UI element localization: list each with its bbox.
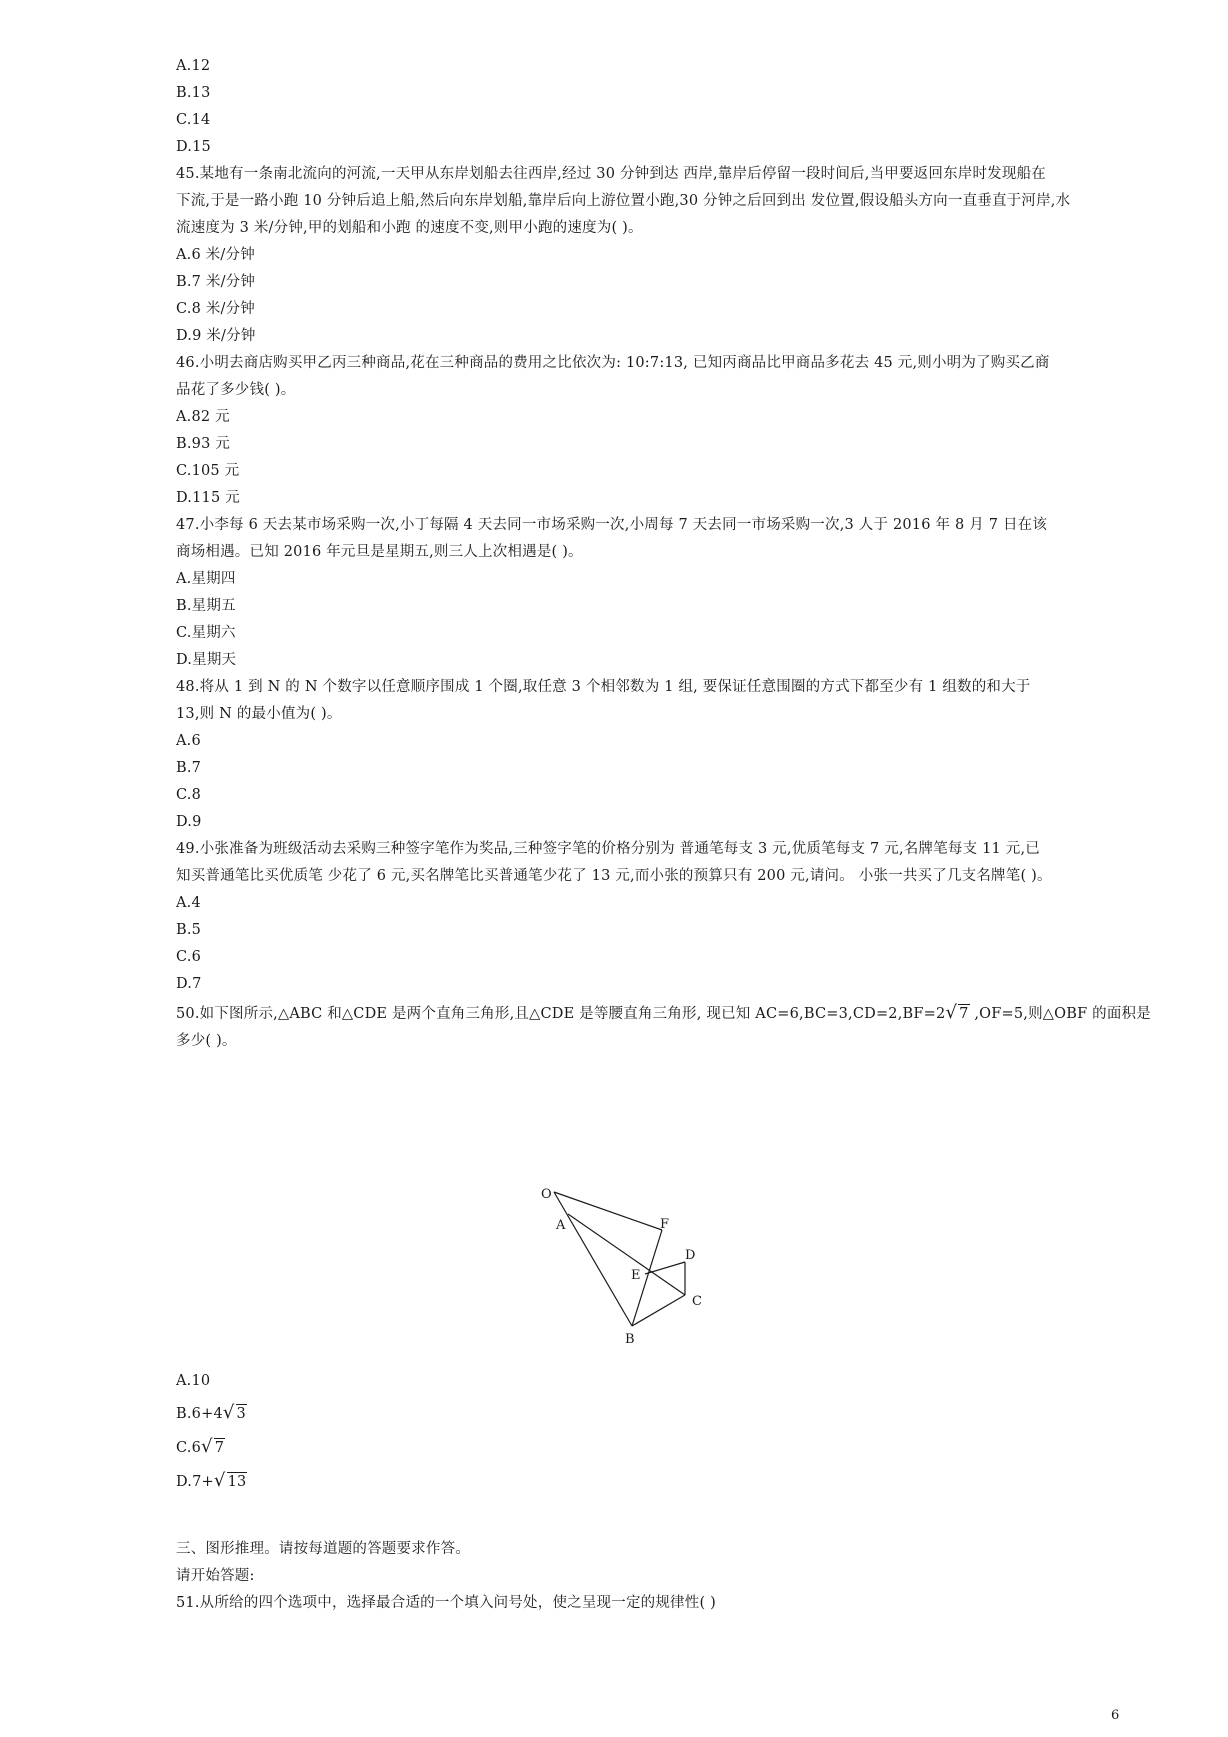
q45-option-b: B.7 米/分钟 <box>176 274 256 290</box>
q48-text-line-2: 13,则 N 的最小值为( )。 <box>176 706 342 722</box>
q45-text-line-3: 流速度为 3 米/分钟,甲的划船和小跑 的速度不变,则甲小跑的速度为( )。 <box>176 220 643 236</box>
q50-option-b <box>176 1403 247 1424</box>
sqrt-icon: √ <box>213 1470 226 1491</box>
label-F: F <box>660 1217 670 1232</box>
q48-text-line-1: 48.将从 1 到 N 的 N 个数字以任意顺序围成 1 个圈,取任意 3 个相邻数为 1 组, 要保证任意围圈的方式下都至少有 1 组数的和大于 <box>176 679 1031 695</box>
q49-option-a: A.4 <box>176 895 201 911</box>
q46-option-a: A.82 元 <box>176 409 230 425</box>
q50-option-d-radicand: 13 <box>227 1474 247 1490</box>
label-B: B <box>625 1332 635 1347</box>
q50-option-c-radicand: 7 <box>214 1440 225 1456</box>
q47-option-d: D.星期天 <box>176 652 237 668</box>
label-C: C <box>692 1294 702 1309</box>
section-3-title: 三、图形推理。请按每道题的答题要求作答。 <box>176 1541 470 1557</box>
q50-line1-radicand: 7 <box>959 1006 969 1022</box>
q50-option-d <box>176 1471 247 1492</box>
q50-geometry-figure <box>540 1180 740 1350</box>
q44-option-b: B.13 <box>176 85 211 101</box>
q45-text-line-1: 45.某地有一条南北流向的河流,一天甲从东岸划船去往西岸,经过 30 分钟到达 西岸,靠岸后停留一段时间后,当甲要返回东岸时发现船在 <box>176 166 1046 182</box>
q45-option-c: C.8 米/分钟 <box>176 301 256 317</box>
q48-option-b: B.7 <box>176 760 202 776</box>
label-O: O <box>541 1187 552 1202</box>
q44-option-a: A.12 <box>176 58 211 74</box>
label-E: E <box>631 1268 641 1283</box>
q50-option-c <box>176 1437 225 1458</box>
q50-option-b-radicand: 3 <box>236 1406 246 1422</box>
q49-option-c: C.6 <box>176 949 202 965</box>
section-3-start: 请开始答题: <box>176 1568 255 1584</box>
q49-text-line-1: 49.小张准备为班级活动去采购三种签字笔作为奖品,三种签字笔的价格分别为 普通笔每支 3 元,优质笔每支 7 元,名牌笔每支 11 元,已 <box>176 841 1040 857</box>
sqrt-icon: √ <box>201 1436 213 1457</box>
q45-option-d: D.9 米/分钟 <box>176 328 256 344</box>
q46-text-line-2: 品花了多少钱( )。 <box>176 382 296 398</box>
q46-option-c: C.105 元 <box>176 463 240 479</box>
q47-option-a: A.星期四 <box>176 571 236 587</box>
q50-option-c-prefix: C.6 <box>176 1440 202 1456</box>
q50-option-d-prefix: D.7+ <box>176 1474 214 1490</box>
q45-text-line-2: 下流,于是一路小跑 10 分钟后追上船,然后向东岸划船,靠岸后向上游位置小跑,30 分钟之后回到出 发位置,假设船头方向一直垂直于河岸,水 <box>176 193 1071 209</box>
page-number: 6 <box>1111 1708 1120 1723</box>
q47-option-c: C.星期六 <box>176 625 236 641</box>
q46-text-line-1: 46.小明去商店购买甲乙丙三种商品,花在三种商品的费用之比依次为: 10:7:13, 已知丙商品比甲商品多花去 45 元,则小明为了购买乙商 <box>176 355 1050 371</box>
label-D: D <box>685 1248 696 1263</box>
q49-text-line-2: 知买普通笔比买优质笔 少花了 6 元,买名牌笔比买普通笔少花了 13 元,而小张的预算只有 200 元,请问。 小张一共买了几支名牌笔( )。 <box>176 868 1052 884</box>
label-A: A <box>556 1218 566 1233</box>
q50-line1-prefix: 50.如下图所示,△ABC 和△CDE 是两个直角三角形,且△CDE 是等腰直角三角形, 现已知 AC=6,BC=3,CD=2,BF=2 <box>176 1006 946 1022</box>
sqrt-icon: √ <box>222 1402 235 1423</box>
q48-option-c: C.8 <box>176 787 202 803</box>
q50-text-line-1 <box>176 1003 1151 1024</box>
q49-option-d: D.7 <box>176 976 202 992</box>
q47-option-b: B.星期五 <box>176 598 236 614</box>
q50-option-a: A.10 <box>176 1373 211 1389</box>
q47-text-line-2: 商场相遇。已知 2016 年元旦是星期五,则三人上次相遇是( )。 <box>176 544 583 560</box>
q46-option-b: B.93 元 <box>176 436 231 452</box>
q44-option-c: C.14 <box>176 112 211 128</box>
q48-option-a: A.6 <box>176 733 201 749</box>
q51-text: 51.从所给的四个选项中，选择最合适的一个填入问号处，使之呈现一定的规律性( ) <box>176 1595 716 1611</box>
q50-text-line-2: 多少( )。 <box>176 1033 237 1049</box>
q50-line1-suffix: ,OF=5,则△OBF 的面积是 <box>969 1006 1151 1022</box>
triangle-figure-svg <box>540 1180 740 1350</box>
q47-text-line-1: 47.小李每 6 天去某市场采购一次,小丁每隔 4 天去同一市场采购一次,小周每 7 天去同一市场采购一次,3 人于 2016 年 8 月 7 日在该 <box>176 517 1048 533</box>
q45-option-a: A.6 米/分钟 <box>176 247 255 263</box>
segment-OB <box>554 1192 632 1326</box>
q49-option-b: B.5 <box>176 922 202 938</box>
segment-OF <box>554 1192 662 1230</box>
q48-option-d: D.9 <box>176 814 202 830</box>
q44-option-d: D.15 <box>176 139 211 155</box>
q46-option-d: D.115 元 <box>176 490 240 506</box>
sqrt-icon: √ <box>945 1002 958 1023</box>
q50-option-b-prefix: B.6+4 <box>176 1406 223 1422</box>
